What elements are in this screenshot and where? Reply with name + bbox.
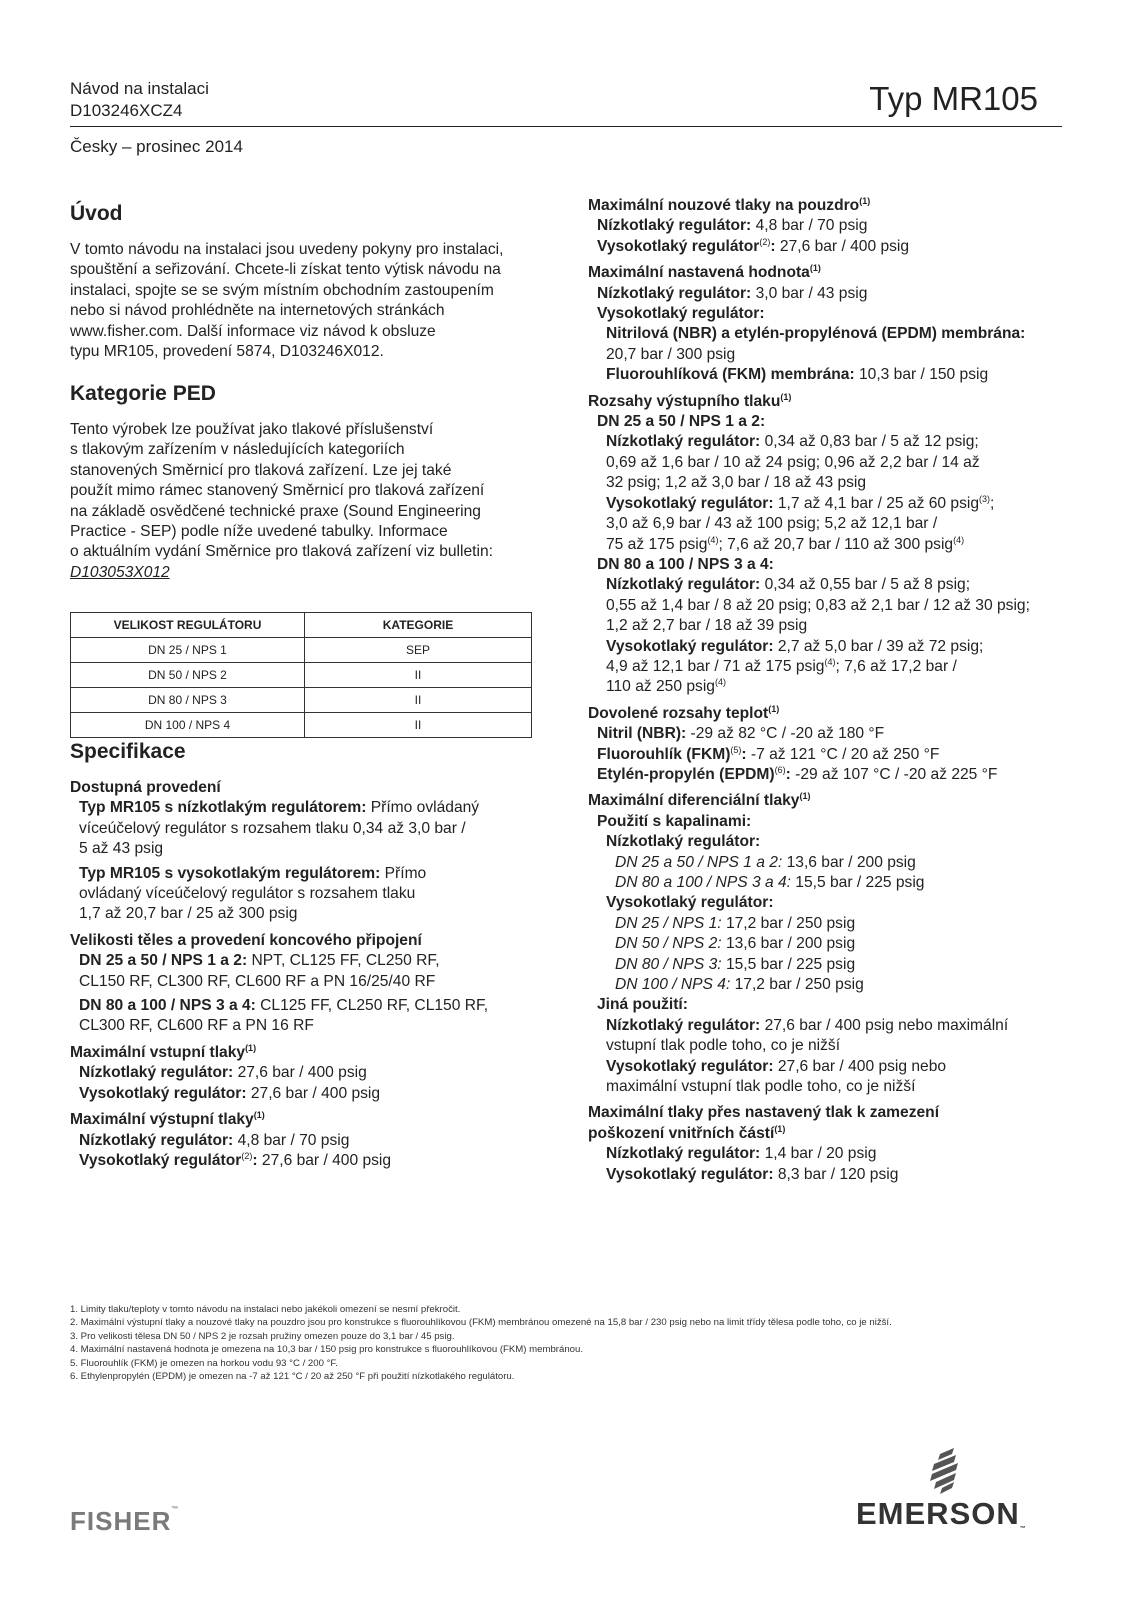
spec-value: víceúčelový regulátor s rozsahem tlaku 0,34 až 3,0 bar / — [79, 819, 466, 837]
ped-line: o aktuálním vydání Směrnice pro tlaková zařízení viz bulletin: — [70, 543, 493, 561]
spec-left-column — [70, 778, 540, 1177]
spec-label: Nízkotlaký regulátor: — [606, 576, 761, 594]
spec-label: Nízkotlaký regulátor: — [606, 1145, 761, 1163]
spec-value: NPT, CL125 FF, CL250 RF, — [247, 952, 440, 970]
table-row — [71, 663, 532, 688]
spec-max-outlet — [70, 1110, 540, 1171]
spec-value: 27,6 bar / 400 psig — [246, 1084, 381, 1102]
spec-subheading: Velikosti těles a provedení koncového připojení — [70, 931, 422, 949]
spec-max-inlet — [70, 1043, 540, 1104]
intro-line: V tomto návodu na instalaci jsou uvedeny pokyny pro instalaci, — [70, 241, 504, 258]
spec-value: 3,0 bar / 43 psig — [751, 284, 868, 302]
spec-value: 1,2 až 2,7 bar / 18 až 39 psig — [606, 617, 808, 635]
intro-line: spouštění a seřizování. Chcete-li získat tento výtisk návodu na — [70, 261, 501, 279]
spec-value: ovládaný víceúčelový regulátor s rozsahem tlaku — [79, 885, 416, 903]
spec-value: 1,7 až 20,7 bar / 25 až 300 psig — [79, 905, 298, 923]
footnote-ref: (3) — [979, 493, 990, 504]
fisher-trademark: ™ — [171, 1506, 179, 1513]
footnote-ref: (1) — [780, 391, 792, 402]
spec-value: -7 až 121 °C / 20 až 250 °F — [746, 745, 940, 763]
table-cell: II — [305, 663, 532, 688]
spec-colon: : — [252, 1151, 258, 1169]
spec-size: DN 100 / NPS 4: — [615, 976, 731, 994]
footnote-ref: (4) — [953, 534, 965, 545]
footnote-ref: (1) — [809, 263, 821, 274]
spec-value: 0,69 až 1,6 bar / 10 až 24 psig; 0,96 až 2,2 bar / 14 až — [606, 453, 980, 471]
emerson-trademark: ™ — [1019, 1526, 1026, 1532]
table-cell: DN 50 / NPS 2 — [71, 663, 305, 688]
intro-paragraph — [70, 240, 530, 362]
footnote-ref: (1) — [859, 195, 871, 206]
spec-subheading: Dovolené rozsahy teplot — [588, 704, 769, 722]
spec-size: DN 80 a 100 / NPS 3 a 4: — [615, 874, 791, 891]
col-header-size: VELIKOST REGULÁTORU — [71, 613, 305, 638]
spec-label: Vysokotlaký regulátor — [597, 237, 760, 255]
footnote-ref: (1) — [245, 1042, 257, 1053]
spec-value: 13,6 bar / 200 psig — [782, 853, 916, 871]
footnote-ref: (4) — [714, 677, 726, 688]
spec-differential — [588, 791, 1066, 1097]
footnote: 1. Limity tlaku/teploty v tomto návodu na instalaci nebo jakékoli omezení se nesmí překročit. — [70, 1304, 461, 1315]
table-cell: II — [305, 713, 532, 738]
spec-value: 0,34 až 0,83 bar / 5 až 12 psig; — [760, 433, 979, 451]
spec-label: Nízkotlaký regulátor: — [606, 433, 761, 451]
footnote-ref: (1) — [774, 1123, 786, 1134]
spec-value: vstupní tlak podle toho, co je nižší — [606, 1037, 841, 1055]
product-title: Typ MR105 — [869, 80, 1038, 117]
spec-label: Nitril (NBR): — [597, 725, 687, 743]
spec-label: Vysokotlaký regulátor: — [606, 894, 774, 912]
spec-value: 2,7 až 5,0 bar / 39 až 72 psig; — [773, 637, 984, 655]
ped-line: stanovených Směrnicí pro tlaková zařízení. Lze jej také — [70, 461, 452, 479]
spec-label: Vysokotlaký regulátor: — [606, 1165, 774, 1183]
spec-emergency-casing — [588, 196, 1066, 257]
spec-value: 4,8 bar / 70 psig — [233, 1131, 350, 1149]
spec-value: 15,5 bar / 225 psig — [721, 955, 856, 973]
intro-line: nebo si návod prohlédněte na internetových stránkách — [70, 302, 445, 320]
spec-label: Vysokotlaký regulátor: — [606, 494, 774, 512]
spec-size: DN 50 / NPS 2: — [615, 935, 722, 953]
spec-label: Nízkotlaký regulátor: — [597, 284, 752, 302]
spec-label: DN 80 a 100 / NPS 3 a 4: — [597, 555, 774, 573]
spec-value: 17,2 bar / 250 psig — [730, 976, 864, 994]
spec-value: 27,6 bar / 400 psig — [775, 237, 910, 255]
fisher-wordmark: FISHER — [70, 1506, 172, 1536]
spec-value: CL125 FF, CL250 RF, CL150 RF, — [255, 997, 489, 1015]
table-row — [71, 638, 532, 663]
spec-label: Vysokotlaký regulátor: — [597, 305, 765, 323]
table-cell: DN 80 / NPS 3 — [71, 688, 305, 713]
spec-subheading: Maximální tlaky přes nastavený tlak k zamezení — [588, 1104, 940, 1122]
spec-value: ; 7,6 až 20,7 bar / 110 až 300 psig — [718, 535, 954, 553]
document-number: D103246XCZ4 — [70, 101, 183, 120]
spec-value: 4,8 bar / 70 psig — [751, 217, 868, 235]
spec-value: ; 7,6 až 17,2 bar / — [835, 657, 957, 675]
spec-value: 27,6 bar / 400 psig — [257, 1151, 392, 1169]
footnotes — [70, 1303, 1070, 1383]
table-row — [71, 713, 532, 738]
footnote: 4. Maximální nastavená hodnota je omezena na 10,3 bar / 150 psig pro konstrukce s fluorouhlíkovou (FKM) membránou. — [70, 1344, 584, 1356]
spec-value: 10,3 bar / 150 psig — [854, 366, 989, 384]
spec-label: Nízkotlaký regulátor: — [79, 1131, 234, 1149]
intro-line: typu MR105, provedení 5874, D103246X012. — [70, 343, 384, 361]
language-date: Česky – prosinec 2014 — [70, 137, 243, 156]
spec-subheading: Maximální vstupní tlaky — [70, 1043, 246, 1061]
spec-label: Vysokotlaký regulátor — [79, 1151, 242, 1169]
spec-label: DN 80 a 100 / NPS 3 a 4: — [79, 997, 256, 1015]
spec-available-versions — [70, 778, 540, 925]
table-cell: DN 25 / NPS 1 — [71, 638, 305, 663]
spec-value: 27,6 bar / 400 psig — [233, 1064, 367, 1082]
spec-label: Fluorouhlík (FKM) — [597, 745, 731, 763]
spec-value: 0,55 až 1,4 bar / 8 až 20 psig; 0,83 až 2,1 bar / 12 až 30 psig; — [606, 596, 1030, 614]
header-rule — [70, 126, 1062, 127]
spec-label: Vysokotlaký regulátor: — [79, 1084, 247, 1102]
spec-label: Nízkotlaký regulátor: — [79, 1064, 234, 1082]
spec-outlet-ranges — [588, 392, 1066, 698]
spec-value: 27,6 bar / 400 psig nebo maximální — [760, 1016, 1009, 1034]
spec-right-column — [588, 196, 1066, 1191]
spec-colon: : — [785, 765, 791, 783]
spec-label: DN 25 a 50 / NPS 1 a 2: — [597, 413, 766, 431]
intro-heading: Úvod — [70, 202, 123, 225]
footnote-ref: (1) — [799, 791, 811, 802]
footnote-ref: (2) — [241, 1150, 253, 1161]
spec-value: CL150 RF, CL300 RF, CL600 RF a PN 16/25/40 RF — [79, 972, 436, 990]
spec-label: DN 25 a 50 / NPS 1 a 2: — [79, 952, 248, 970]
intro-line: instalaci, spojte se se svým místním obchodním zastoupením — [70, 281, 494, 299]
bulletin-link[interactable]: D103053X012 — [70, 563, 170, 581]
spec-value: 75 až 175 psig — [606, 535, 708, 553]
emerson-wordmark: EMERSON — [856, 1496, 1020, 1531]
footnote: 2. Maximální výstupní tlaky a nouzové tlaky na pouzdro jsou pro konstrukce s fluorouhlíkovou (FKM) membránou omezené na 15,8 bar / 230 psig nebo na limit třídy tělesa podle toho, co je nižší. — [70, 1317, 892, 1329]
spec-value: maximální vstupní tlak podle toho, co je nižší — [606, 1078, 916, 1096]
table-cell: II — [305, 688, 532, 713]
table-cell: DN 100 / NPS 4 — [71, 713, 305, 738]
spec-value: -29 až 82 °C / -20 až 180 °F — [686, 725, 885, 743]
spec-value: CL300 RF, CL600 RF a PN 16 RF — [79, 1017, 314, 1035]
fisher-logo — [70, 1506, 178, 1537]
footnote: 3. Pro velikosti tělesa DN 50 / NPS 2 je rozsah pružiny omezen pouze do 3,1 bar / 45 psig. — [70, 1330, 455, 1342]
footnote-ref: (6) — [774, 764, 786, 775]
spec-label: Jiná použití: — [597, 996, 688, 1014]
ped-line: na základě osvědčené technické praxe (Sound Engineering — [70, 502, 481, 520]
footnote: 6. Ethylenpropylén (EPDM) je omezen na -7 až 121 °C / 20 až 250 °F při použití nízkotlakého regulátoru. — [70, 1371, 515, 1383]
spec-label: Etylén-propylén (EPDM) — [597, 765, 775, 783]
footnote-ref: (4) — [707, 534, 719, 545]
spec-label: Nízkotlaký regulátor: — [597, 217, 752, 235]
spec-colon: : — [770, 237, 776, 255]
spec-label: Nízkotlaký regulátor: — [606, 1016, 761, 1034]
spec-size: DN 25 / NPS 1: — [615, 914, 722, 932]
footnote-ref: (1) — [768, 703, 780, 714]
spec-value: 1,7 až 4,1 bar / 25 až 60 psig — [773, 494, 979, 512]
spec-label: Vysokotlaký regulátor: — [606, 637, 774, 655]
spec-label: Nitrilová (NBR) a etylén-propylénová (EPDM) membrána: — [606, 325, 1026, 343]
spec-size: DN 25 a 50 / NPS 1 a 2: — [615, 853, 783, 871]
spec-value: 3,0 až 6,9 bar / 43 až 100 psig; 5,2 až 12,1 bar / — [606, 515, 938, 533]
spec-value: -29 až 107 °C / -20 až 225 °F — [790, 765, 998, 783]
spec-heading: Specifikace — [70, 740, 186, 763]
spec-value: 8,3 bar / 120 psig — [773, 1165, 899, 1183]
col-header-category: KATEGORIE — [305, 613, 532, 638]
footnote: 5. Fluorouhlík (FKM) je omezen na horkou vodu 93 °C / 200 °F. — [70, 1357, 338, 1369]
footnote-ref: (4) — [824, 656, 836, 667]
spec-value: 13,6 bar / 200 psig — [721, 935, 856, 953]
spec-value: 1,4 bar / 20 psig — [760, 1145, 877, 1163]
ped-line: Tento výrobek lze používat jako tlakové příslušenství — [70, 421, 434, 438]
spec-subheading: Maximální výstupní tlaky — [70, 1111, 254, 1129]
spec-subheading: Maximální nouzové tlaky na pouzdro — [588, 197, 860, 214]
table-cell: SEP — [305, 638, 532, 663]
document-type: Návod na instalaci — [70, 79, 209, 98]
footnote-ref: (5) — [730, 744, 742, 755]
spec-subheading: Maximální nastavená hodnota — [588, 264, 810, 282]
spec-value: 17,2 bar / 250 psig — [721, 914, 856, 932]
table-row — [71, 688, 532, 713]
table-header-row — [71, 613, 532, 638]
spec-temperature — [588, 704, 1066, 786]
spec-value: 27,6 bar / 400 psig nebo — [773, 1057, 947, 1075]
spec-value: 110 až 250 psig — [606, 678, 715, 696]
spec-value: 4,9 až 12,1 bar / 71 až 175 psig — [606, 657, 825, 675]
ped-heading: Kategorie PED — [70, 382, 216, 405]
ped-category-table — [70, 612, 532, 738]
spec-value: Přímo ovládaný — [366, 799, 480, 817]
spec-punct: ; — [990, 494, 995, 512]
footnote-ref: (2) — [759, 236, 771, 247]
spec-value: 20,7 bar / 300 psig — [606, 345, 736, 363]
spec-subheading: Dostupná provedení — [70, 779, 221, 796]
spec-size: DN 80 / NPS 3: — [615, 955, 722, 973]
ped-line: Practice - SEP) podle níže uvedené tabulky. Informace — [70, 523, 448, 541]
spec-label: Typ MR105 s vysokotlakým regulátorem: — [79, 864, 381, 882]
spec-subheading: Rozsahy výstupního tlaku — [588, 392, 781, 410]
ped-paragraph — [70, 420, 530, 583]
footnote-ref: (1) — [253, 1109, 265, 1120]
spec-label: Fluorouhlíková (FKM) membrána: — [606, 366, 855, 384]
spec-label: Vysokotlaký regulátor: — [606, 1057, 774, 1075]
spec-label: Typ MR105 s nízkotlakým regulátorem: — [79, 799, 367, 817]
spec-value: 32 psig; 1,2 až 3,0 bar / 18 až 43 psig — [606, 474, 867, 492]
spec-value: Přímo — [380, 864, 427, 882]
spec-label: Nízkotlaký regulátor: — [606, 833, 761, 851]
emerson-emblem-icon — [926, 1448, 968, 1494]
spec-value: 0,34 až 0,55 bar / 5 až 8 psig; — [760, 576, 971, 594]
spec-colon: : — [741, 745, 747, 763]
spec-subheading: poškození vnitřních částí — [588, 1124, 775, 1142]
ped-line: použít mimo rámec stanovený Směrnicí pro tlaková zařízení — [70, 482, 485, 500]
emerson-logo — [856, 1496, 1026, 1532]
spec-value: 5 až 43 psig — [79, 840, 164, 858]
spec-body-sizes — [70, 931, 540, 1037]
spec-label: Použití s kapalinami: — [597, 812, 752, 830]
spec-max-setpoint — [588, 263, 1066, 385]
spec-value: 15,5 bar / 225 psig — [790, 874, 925, 891]
intro-line: www.fisher.com. Další informace viz návod k obsluze — [70, 322, 436, 340]
spec-overpressure — [588, 1103, 1066, 1185]
spec-subheading: Maximální diferenciální tlaky — [588, 792, 800, 810]
ped-line: s tlakovým zařízením v následujících kategoriích — [70, 441, 405, 459]
